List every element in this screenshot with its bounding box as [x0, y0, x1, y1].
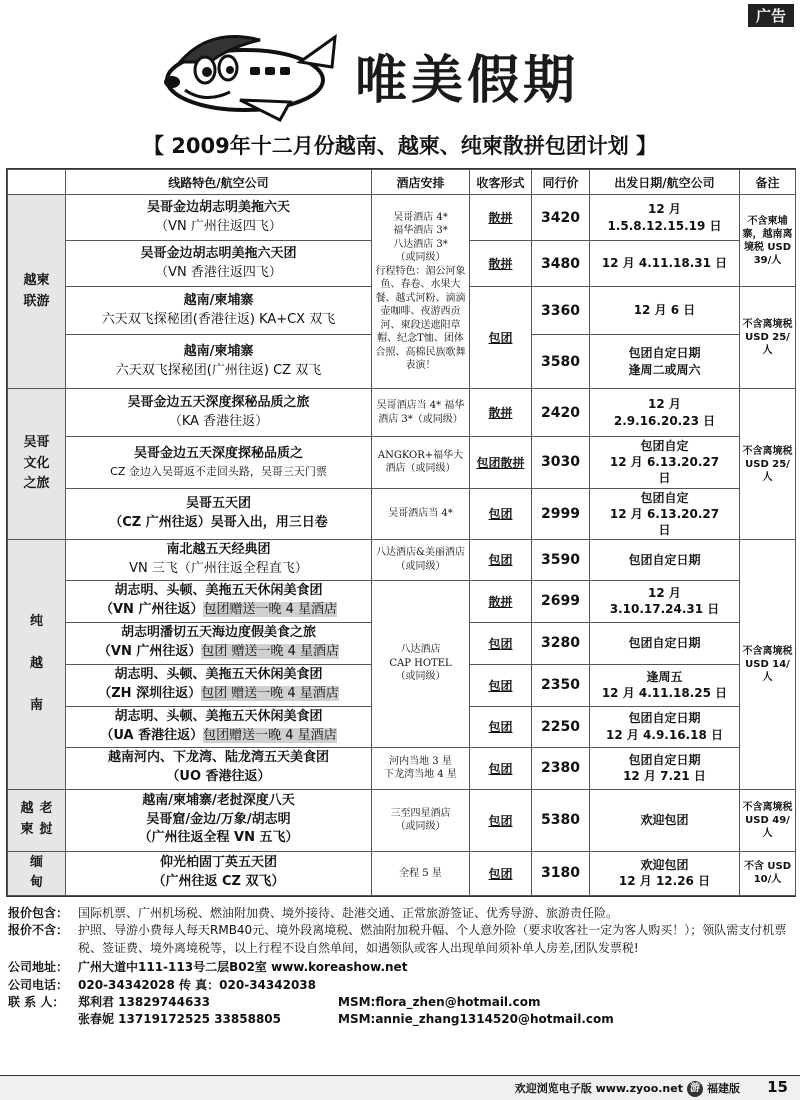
route-title: 吴哥金边胡志明美拖六天 [146, 199, 290, 215]
service-type: 包团 [470, 747, 532, 789]
price: 3420 [532, 195, 590, 241]
route-airline: （UA 香港往返） [100, 727, 204, 743]
route-title: 仰光柏固丁英五天团 [159, 855, 277, 871]
header-cell: 备注 [740, 170, 796, 195]
contact-person [8, 1011, 794, 1028]
page-title: 【 2009年十二月份越南、越柬、纯柬散拼包团计划 】 [142, 134, 658, 158]
route-airline: （VN 香港往返四飞） [155, 264, 282, 280]
route-cell [66, 622, 372, 664]
route-cell [66, 287, 372, 335]
label: 公司地址： [8, 960, 69, 975]
route-cities: 吴哥窟/金边/万象/胡志明 [146, 811, 291, 827]
departure-date: 12 月 6 日 [590, 287, 740, 335]
price: 3280 [532, 622, 590, 664]
category-cell: 吴哥 文化 之旅 [8, 389, 66, 540]
header-cell-category [8, 170, 66, 195]
departure-date: 包团自定日期 12 月 7.21 日 [590, 747, 740, 789]
departure-date: 逢周五 12 月 4.11.18.25 日 [590, 664, 740, 706]
departure-date: 包团自定日期 [590, 540, 740, 581]
header-cell: 同行价 [532, 170, 590, 195]
table-row [8, 540, 796, 581]
route-airline: 六天双飞探秘团(广州往返) CZ 双飞 [115, 362, 322, 378]
contact-name-phone: 郑利君 13829744633 [78, 994, 211, 1009]
route-title: 越南/柬埔寨/老挝深度八天 [142, 792, 295, 808]
price: 5380 [532, 789, 590, 851]
service-type: 包团 [470, 540, 532, 581]
route-airline: （CZ 广州往返）吴哥入出，用三日卷 [109, 514, 328, 530]
promo-highlight: 包团 赠送一晚 4 星酒店 [201, 686, 339, 702]
hotel-cell: 吴哥酒店 4* 福华酒店 3* 八达酒店 3* （或同级） 行程特色：湄公河象鱼、春卷、水果大餐、越式河粉、滴滴壶咖啡、夜游西贡河、柬段送遮阳草帽、纪念T恤、团体合照、高棉民族歌舞表演！ [372, 195, 470, 389]
price: 3580 [532, 335, 590, 389]
route-cell [66, 437, 372, 489]
route-cell [66, 540, 372, 581]
text: 护照、导游小费每人每天RMB40元、境外段离境税、燃油附加税升幅、个人意外险（要求收客社一定为客人购买！）；领队需支付机票税、签证费、境外离境税等，以上行程不设自然单间，如遇领队或客人出现单间须补单人房差,团队发票税! [78, 923, 787, 955]
brand-name: 唯美假期 [355, 51, 580, 111]
remark: 不含离境税 USD 25/人 [740, 287, 796, 389]
table-row [8, 747, 796, 789]
service-type: 散拼 [470, 195, 532, 241]
service-type: 包团散拼 [470, 437, 532, 489]
route-cell [66, 706, 372, 747]
service-type: 散拼 [470, 241, 532, 287]
price: 2999 [532, 488, 590, 540]
contact-name-phone: 张春妮 13719172525 33858805 [78, 1012, 281, 1027]
header-cell: 收客形式 [470, 170, 532, 195]
price: 3180 [532, 851, 590, 896]
route-airline: （ZH 深圳往返） [98, 686, 202, 702]
route-cell [66, 488, 372, 540]
cartoon-airplane-logo [150, 22, 340, 122]
price: 3360 [532, 287, 590, 335]
price-includes [8, 905, 794, 922]
route-title: 吴哥金边五天深度探秘品质之 [133, 445, 303, 461]
price: 2350 [532, 664, 590, 706]
route-title: 越南河内、下龙湾、陆龙湾五天美食团 [107, 750, 329, 766]
label-spacer [8, 1011, 78, 1028]
departure-date: 欢迎包团 12 月 12.26 日 [590, 851, 740, 896]
hotel-cell: 八达酒店 CAP HOTEL （或同级） [372, 580, 470, 747]
service-type: 包团 [470, 851, 532, 896]
route-airline: CZ 金边入吴哥返不走回头路，吴哥三天门票 [110, 464, 327, 478]
route-title: 吴哥金边胡志明美拖六天团 [140, 245, 297, 261]
contact-person [8, 994, 794, 1011]
price-excludes [8, 922, 794, 957]
table-row [8, 580, 796, 622]
departure-date: 12 月 4.11.18.31 日 [590, 241, 740, 287]
label: 联 系 人： [8, 994, 65, 1009]
service-type: 散拼 [470, 580, 532, 622]
footer-site: 欢迎浏览电子版 www.zyoo.net [514, 1082, 683, 1095]
route-airline: （VN 广州往返） [97, 644, 202, 660]
label: 公司电话： [8, 977, 69, 992]
price: 2420 [532, 389, 590, 437]
service-type: 散拼 [470, 389, 532, 437]
route-cell [66, 580, 372, 622]
promo-highlight: 包团 赠送一晚 4 星酒店 [201, 644, 340, 660]
remark: 不含 USD 10/人 [740, 851, 796, 896]
hotel-cell: 三至四星酒店 （或同级） [372, 789, 470, 851]
route-airline: 六天双飞探秘团(香港往返) KA+CX 双飞 [101, 311, 336, 327]
route-cell [66, 747, 372, 789]
route-title: 吴哥五天团 [185, 496, 251, 511]
page-number: 15 [767, 1078, 788, 1096]
header-cell: 酒店安排 [372, 170, 470, 195]
service-type: 包团 [470, 488, 532, 540]
route-title: 胡志明、头顿、美拖五天休闲美食团 [114, 708, 323, 724]
route-title: 胡志明、头顿、美拖五天休闲美食团 [114, 583, 323, 599]
footer-caption [515, 1080, 740, 1097]
route-airline: （UO 香港往返） [166, 769, 271, 784]
table-header-row [8, 170, 796, 195]
text: 国际机票、广州机场税、燃油附加费、境外接待、赴港交通、正常旅游签证、优秀导游、旅游责任险。 [78, 906, 619, 920]
footer-info [8, 905, 794, 1029]
table-row [8, 389, 796, 437]
route-cell [66, 389, 372, 437]
site-logo-icon: 游 [687, 1081, 703, 1097]
hotel-cell: 八达酒店&美丽酒店（或同级） [372, 540, 470, 581]
route-title: 胡志明、头顿、美拖五天休闲美食团 [114, 667, 323, 683]
departure-date: 12 月 3.10.17.24.31 日 [590, 580, 740, 622]
contacts [8, 959, 794, 1029]
service-type: 包团 [470, 664, 532, 706]
price: 3590 [532, 540, 590, 581]
label: 报价不含： [8, 923, 69, 938]
category-cell: 纯 越 南 [8, 540, 66, 789]
company-phone [8, 977, 794, 994]
route-title: 胡志明潘切五天海边度假美食之旅 [120, 625, 316, 641]
category-cell: 缅 甸 [8, 851, 66, 896]
route-airline: VN 三飞（广州往返全程直飞） [129, 560, 308, 576]
header-cell: 线路特色/航空公司 [66, 170, 372, 195]
footer-region: 福建版 [707, 1082, 740, 1095]
text: 广州大道中111-113号二层B02室 www.koreashow.net [78, 960, 408, 975]
departure-date: 包团自定日期 逢周二或周六 [590, 335, 740, 389]
text: 020-34342028 传 真：020-34342038 [78, 977, 317, 992]
departure-date: 包团自定日期 12 月 4.9.16.18 日 [590, 706, 740, 747]
route-title: 越南/柬埔寨 [183, 343, 254, 359]
hotel-cell: 吴哥酒店当 4* [372, 488, 470, 540]
hotel-cell: 河内当地 3 星 下龙湾当地 4 星 [372, 747, 470, 789]
route-cell [66, 241, 372, 287]
hotel-cell: 全程 5 星 [372, 851, 470, 896]
contact-msn: MSM:annie_zhang1314520@hotmail.com [338, 1012, 614, 1027]
route-airline: （VN 广州往返） [99, 602, 204, 618]
route-title: 吴哥金边五天深度探秘品质之旅 [127, 394, 310, 410]
contact-msn: MSM:flora_zhen@hotmail.com [338, 994, 541, 1009]
departure-date: 包团自定 12 月 6.13.20.27 日 [590, 488, 740, 540]
remark: 不含离境税 USD 14/人 [740, 540, 796, 789]
price: 2380 [532, 747, 590, 789]
route-cell [66, 195, 372, 241]
category-cell [8, 789, 66, 851]
route-cell [66, 335, 372, 389]
price: 2699 [532, 580, 590, 622]
hotel-cell: ANGKOR+福华大酒店（或同级） [372, 437, 470, 489]
hotel-cell: 吴哥酒店当 4* 福华酒店 3*（或同级） [372, 389, 470, 437]
remark: 不含柬埔寨，越南离境税 USD 39/人 [740, 195, 796, 287]
header [0, 0, 800, 130]
tour-plan-table-frame [6, 168, 796, 897]
table-row [8, 789, 796, 851]
departure-date: 包团自定 12 月 6.13.20.27 日 [590, 437, 740, 489]
promo-highlight: 包团赠送一晚 4 星酒店 [203, 602, 337, 618]
departure-date: 12 月 2.9.16.20.23 日 [590, 389, 740, 437]
departure-date: 包团自定日期 [590, 622, 740, 664]
category-label: 老 挝 [39, 801, 53, 837]
table-row [8, 437, 796, 489]
label: 报价包含： [8, 906, 69, 920]
price: 3030 [532, 437, 590, 489]
service-type: 包团 [470, 789, 532, 851]
route-airline: （KA 香港往返） [168, 413, 269, 429]
departure-date: 欢迎包团 [590, 789, 740, 851]
tour-plan-table [7, 169, 796, 896]
table-row [8, 488, 796, 540]
service-type: 包团 [470, 622, 532, 664]
price: 2250 [532, 706, 590, 747]
service-type: 包团 [470, 706, 532, 747]
route-title: 南北越五天经典团 [166, 542, 271, 558]
category-cell: 越柬 联游 [8, 195, 66, 389]
service-type: 包团 [470, 287, 532, 389]
departure-date: 12 月 1.5.8.12.15.19 日 [590, 195, 740, 241]
promo-highlight: 包团赠送一晚 4 星酒店 [203, 727, 337, 743]
page-footer-bar [0, 1075, 800, 1100]
remark: 不含离境税 USD 25/人 [740, 389, 796, 540]
table-row [8, 851, 796, 896]
remark: 不含离境税 USD 49/人 [740, 789, 796, 851]
table-row [8, 195, 796, 241]
route-airline: （广州往返全程 VN 五飞） [138, 830, 299, 846]
ad-badge: 广告 [748, 4, 794, 27]
price: 3480 [532, 241, 590, 287]
route-airline: （VN 广州往返四飞） [155, 218, 282, 234]
route-cell [66, 789, 372, 851]
route-title: 越南/柬埔寨 [183, 292, 254, 308]
header-cell: 出发日期/航空公司 [590, 170, 740, 195]
route-cell [66, 664, 372, 706]
category-label: 越 柬 [20, 801, 34, 837]
route-airline: （广州往返 CZ 双飞） [152, 874, 285, 890]
route-cell [66, 851, 372, 896]
company-address [8, 959, 794, 976]
